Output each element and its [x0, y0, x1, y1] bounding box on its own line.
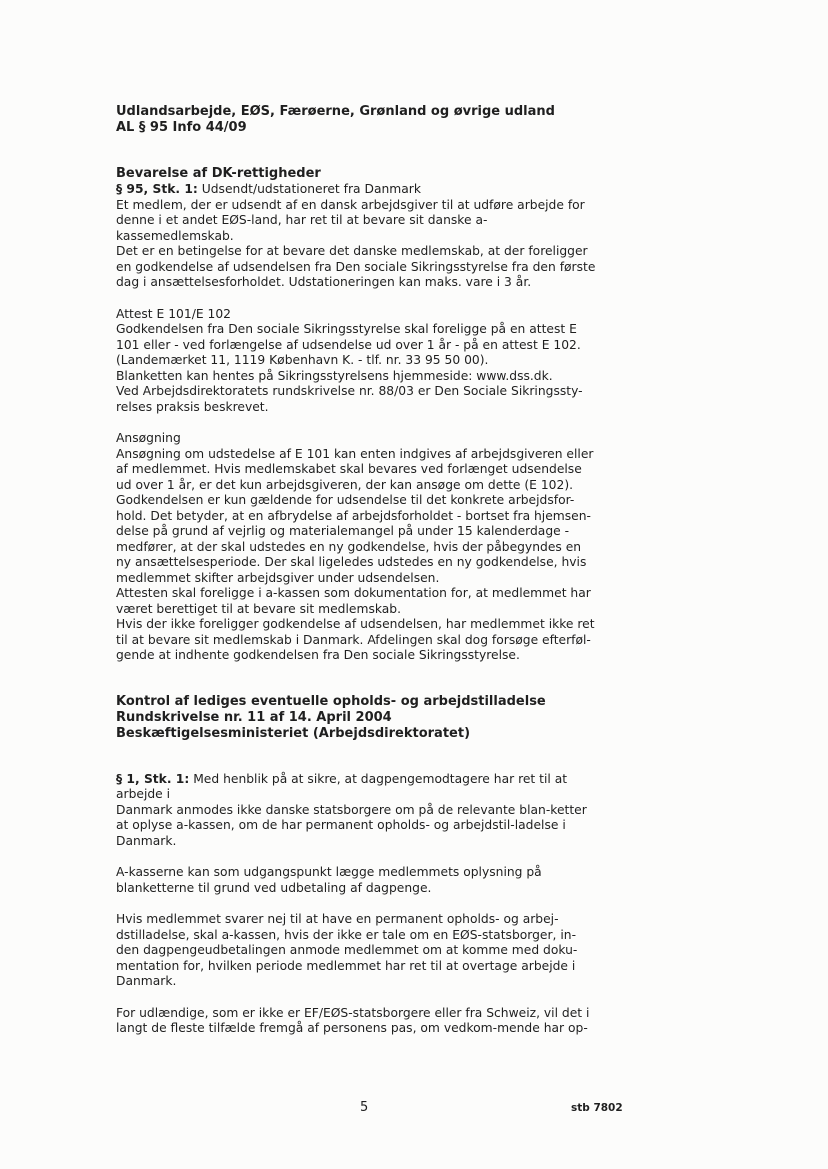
text-line: Danmark.	[116, 974, 177, 988]
paragraph-first-line: Med henblik på at sikre, at dagpengemodtagere har ret til at	[189, 771, 568, 786]
text-line: Hvis medlemmet svarer nej til at have en permanent opholds- og arbej-	[116, 912, 559, 926]
text-line: mentation for, hvilken periode medlemmet har ret til at overtage arbejde i	[116, 958, 576, 973]
text-line: Ved Arbejdsdirektoratets rundskrivelse nr. 88/03 er Den Sociale Sikringssty-	[116, 384, 583, 398]
text-line: dstilladelse, skal a-kassen, hvis der ikke er tale om en EØS-statsborger, in-	[116, 927, 577, 942]
paragraph-title: Udsendt/udstationeret fra Danmark	[197, 182, 421, 196]
text-line: For udlændige, som er ikke er EF/EØS-statsborgere eller fra Schweiz, vil det i	[116, 1005, 590, 1020]
text-line: langt de fleste tilfælde fremgå af personens pas, om vedkom-mende har op-	[116, 1021, 588, 1035]
control-title: Kontrol af lediges eventuelle opholds- og arbejdstilladelse	[116, 693, 546, 709]
text-line: Ansøgning	[116, 431, 181, 445]
text-line: blanketterne til grund ved udbetaling af dagpenge.	[116, 880, 432, 895]
text-line: relses praksis beskrevet.	[116, 399, 269, 414]
text-line: medfører, at der skal udstedes en ny godkendelse, hvis der påbegyndes en	[116, 539, 582, 554]
text-line: hold. Det betyder, at en afbrydelse af arbejdsforholdet - bortset fra hjemsen-	[116, 508, 591, 523]
text-line: ny ansættelsesperiode. Der skal ligeledes udstedes en ny godkendelse, hvis	[116, 555, 587, 569]
text-line: været berettiget til at bevare sit medlemskab.	[116, 601, 402, 616]
text-line: gende at indhente godkendelsen fra Den sociale Sikringsstyrelse.	[116, 648, 520, 662]
page-number: 5	[360, 1100, 369, 1115]
text-line: at oplyse a-kassen, om de har permanent opholds- og arbejdstil-ladelse i	[116, 818, 566, 832]
text-line: delse på grund af vejrlig og materialemangel på under 15 kalenderdage -	[116, 524, 570, 538]
text-line: medlemmet skifter arbejdsgiver under udsendelsen.	[116, 570, 440, 585]
rights-heading: Bevarelse af DK-rettigheder	[116, 166, 321, 181]
text-line: Danmark.	[116, 833, 177, 848]
text-line: Det er en betingelse for at bevare det danske medlemskab, at der foreligger	[116, 244, 588, 258]
text-line: Godkendelsen fra Den sociale Sikringsstyrelse skal foreligge på en attest E	[116, 322, 577, 336]
paragraph-label: § 95, Stk. 1:	[116, 182, 198, 196]
text-line: denne i et andet EØS-land, har ret til at bevare sit danske a-	[116, 213, 488, 227]
paragraph-heading	[116, 182, 616, 198]
text-line: Attest E 101/E 102	[116, 306, 231, 321]
text-line: Godkendelsen er kun gældende for udsendelse til det konkrete arbejdsfor-	[116, 493, 575, 507]
section-subtitle: AL § 95 Info 44/09	[116, 120, 247, 135]
text-line: kassemedlemskab.	[116, 228, 234, 243]
paragraph-heading	[116, 772, 616, 788]
document-code: stb 7802	[571, 1102, 623, 1114]
text-line: (Landemærket 11, 1119 København K. - tlf. nr. 33 95 50 00).	[116, 353, 489, 367]
text-line: 101 eller - ved forlængelse af udsendelse ud over 1 år - på en attest E 102.	[116, 337, 581, 352]
text-line: Et medlem, der er udsendt af en dansk arbejdsgiver til at udføre arbejde for	[116, 197, 585, 212]
text-line: arbejde i	[116, 787, 171, 801]
text-line: A-kasserne kan som udgangspunkt lægge medlemmets oplysning på	[116, 865, 542, 879]
ministry-name: Beskæftigelsesministeriet (Arbejdsdirektoratet)	[116, 725, 471, 741]
text-line: dag i ansættelsesforholdet. Udstationeringen kan maks. vare i 3 år.	[116, 275, 532, 289]
document-body	[116, 104, 616, 1037]
text-line: Blanketten kan hentes på Sikringsstyrelsens hjemmeside: www.dss.dk.	[116, 368, 553, 383]
section-title: Udlandsarbejde, EØS, Færøerne, Grønland og øvrige udland	[116, 104, 555, 119]
text-line: ud over 1 år, er det kun arbejdsgiveren, der kan ansøge om dette (E 102).	[116, 477, 574, 492]
text-line: af medlemmet. Hvis medlemskabet skal bevares ved forlænget udsendelse	[116, 462, 582, 476]
text-line: den dagpengeudbetalingen anmode medlemmet om at komme med doku-	[116, 943, 578, 957]
text-line: Hvis der ikke foreligger godkendelse af udsendelsen, har medlemmet ikke ret	[116, 617, 595, 631]
text-line: Attesten skal foreligge i a-kassen som dokumentation for, at medlemmet har	[116, 586, 591, 600]
paragraph-label: § 1, Stk. 1:	[116, 771, 190, 786]
text-line: en godkendelse af udsendelsen fra Den sociale Sikringsstyrelse fra den første	[116, 259, 596, 274]
text-line: Ansøgning om udstedelse af E 101 kan enten indgives af arbejdsgiveren eller	[116, 446, 594, 461]
text-line: Danmark anmodes ikke danske statsborgere om på de relevante blan-ketter	[116, 802, 587, 817]
circular-reference: Rundskrivelse nr. 11 af 14. April 2004	[116, 709, 392, 725]
text-line: til at bevare sit medlemskab i Danmark. Afdelingen skal dog forsøge efterføl-	[116, 632, 591, 647]
